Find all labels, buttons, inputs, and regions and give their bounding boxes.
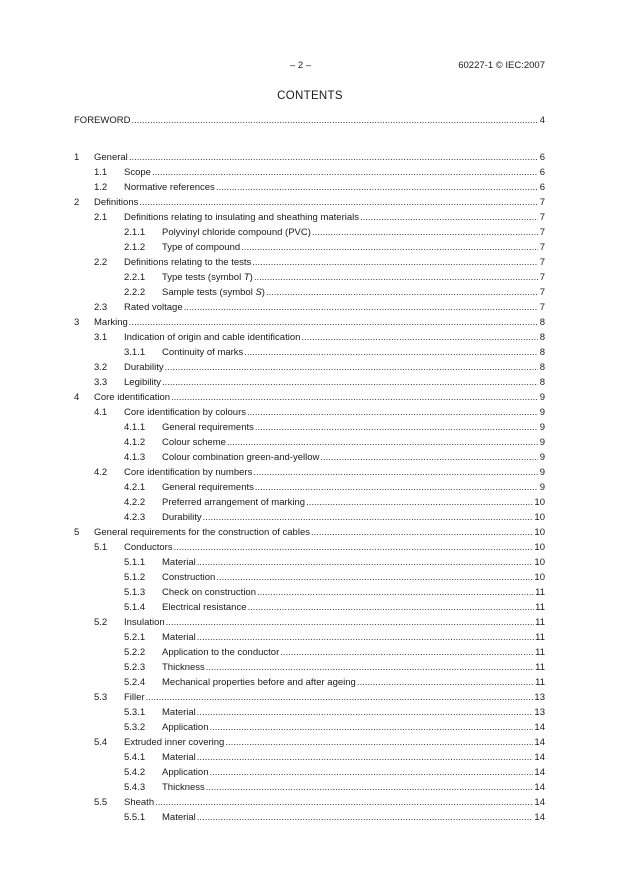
toc-entry-number: 5.3.2 [124,722,146,733]
toc-entry-title: Definitions [94,197,139,208]
toc-entry-page: 14 [534,812,545,823]
toc-entry-number: 4.1 [94,407,108,418]
toc-entry-title: Normative references [124,182,215,193]
toc-entry-line [162,346,545,360]
toc-entry-title: Application [162,722,209,733]
toc-dot-leader [257,586,534,600]
toc-entry[interactable] [0,661,620,675]
toc-entry-line [162,706,545,720]
toc-dot-leader [209,721,533,735]
toc-dot-leader [139,196,538,210]
toc-entry[interactable] [0,631,620,645]
toc-dot-leader [301,331,538,345]
toc-entry-line [124,796,545,810]
toc-entry-number: 5.4.1 [124,752,146,763]
toc-entry-line [124,406,545,420]
toc-entry-number: 3.1 [94,332,108,343]
toc-entry-page: 14 [534,752,545,763]
toc-entry[interactable] [0,151,620,165]
toc-entry-page: 10 [534,497,545,508]
toc-entry[interactable] [0,466,620,480]
toc-entry-number: 4.1.2 [124,437,146,448]
toc-dot-leader [171,391,538,405]
toc-entry-number: 5.3 [94,692,108,703]
toc-entry-number: 4.1.3 [124,452,146,463]
toc-entry-line [162,571,545,585]
toc-entry[interactable] [0,406,620,420]
toc-entry-line [124,616,545,630]
toc-entry-title: General requirements for the construction of cables [94,527,310,538]
toc-dot-leader [266,286,538,300]
toc-entry[interactable] [0,541,620,555]
toc-entry-title: Colour combination green-and-yellow [162,452,320,463]
toc-entry-number: 5.2.2 [124,647,146,658]
toc-entry-line [162,481,545,495]
toc-entry-number: 5.1 [94,542,108,553]
toc-entry-number: 5.2.4 [124,677,146,688]
toc-entry-page: 14 [534,722,545,733]
toc-entry-page: 11 [535,647,545,658]
toc-entry-page: 9 [539,392,545,403]
toc-entry[interactable] [0,481,620,495]
toc-entry-page: 13 [534,707,545,718]
toc-entry-title: Type of compound [162,242,241,253]
toc-dot-leader [174,541,534,555]
toc-entry-number: 2.2.2 [124,287,146,298]
toc-dot-leader [162,376,538,390]
toc-dot-leader [252,256,538,270]
toc-entry-title: Check on construction [162,587,256,598]
toc-entry-line [74,114,545,128]
toc-entry-page: 10 [534,512,545,523]
toc-dot-leader [312,226,538,240]
toc-entry-title: Material [162,752,196,763]
toc-entry-page: 14 [534,782,545,793]
toc-entry-page: 4 [539,115,545,126]
toc-entry-number: 2 [74,197,80,208]
toc-entry-number: 2.1.1 [124,227,146,238]
toc-entry-line [94,316,545,330]
toc-entry-number: 5.5 [94,797,108,808]
toc-entry[interactable] [0,166,620,180]
toc-entry-line [162,556,545,570]
toc-entry-page: 8 [539,332,545,343]
toc-entry-page: 7 [539,272,545,283]
toc-entry-number: 2.1.2 [124,242,146,253]
toc-entry-page: 11 [535,617,545,628]
toc-dot-leader [247,406,538,420]
toc-entry-title: Durability [124,362,164,373]
toc-dot-leader [131,114,538,128]
toc-entry-title: Thickness [162,662,205,673]
toc-entry-number: 5.1.4 [124,602,146,613]
toc-entry-number: 5 [74,527,80,538]
toc-dot-leader [166,616,534,630]
toc-entry-page: 8 [539,347,545,358]
toc-dot-leader [184,301,538,315]
toc-entry-title: FOREWORD [74,115,131,126]
toc-entry-line [162,766,545,780]
toc-entry[interactable] [0,676,620,690]
toc-entry[interactable] [0,796,620,810]
toc-dot-leader [216,181,538,195]
toc-entry-page: 8 [539,377,545,388]
toc-entry[interactable] [0,571,620,585]
toc-entry-number: 3.2 [94,362,108,373]
toc-entry-line [162,586,545,600]
toc-entry-title: General [94,152,128,163]
toc-entry-number: 3 [74,317,80,328]
toc-entry-title: Material [162,557,196,568]
toc-entry-line [162,601,545,615]
toc-dot-leader [255,481,538,495]
contents-title: CONTENTS [277,90,343,102]
toc-entry-page: 7 [539,257,545,268]
toc-entry-number: 4.2 [94,467,108,478]
toc-entry[interactable] [0,496,620,510]
toc-entry[interactable] [0,526,620,540]
toc-entry-number: 4.1.1 [124,422,146,433]
toc-entry-title: Sample tests (symbol S) [162,287,265,298]
toc-entry-title: Electrical resistance [162,602,247,613]
toc-dot-leader [129,151,538,165]
toc-entry-line [162,226,545,240]
toc-entry-title: Construction [162,572,216,583]
toc-entry-title: Core identification [94,392,171,403]
toc-entry-number: 5.1.1 [124,557,146,568]
toc-entry-number: 5.2.3 [124,662,146,673]
toc-dot-leader [206,661,534,675]
toc-dot-leader [197,631,534,645]
toc-dot-leader [197,706,534,720]
standard-identifier: 60227-1 © IEC:2007 [458,60,545,71]
toc-dot-leader [209,766,533,780]
toc-entry-number: 1.1 [94,167,108,178]
toc-entry-line [162,631,545,645]
toc-entry[interactable] [0,391,620,405]
toc-dot-leader [360,211,538,225]
toc-entry[interactable] [0,556,620,570]
toc-entry-page: 6 [539,167,545,178]
toc-entry-title: Colour scheme [162,437,226,448]
toc-dot-leader [241,241,538,255]
toc-entry[interactable] [0,226,620,240]
toc-entry[interactable] [0,646,620,660]
toc-entry-number: 5.4 [94,737,108,748]
toc-entry-line [124,166,545,180]
toc-dot-leader [216,571,533,585]
toc-entry-title: Sheath [124,797,155,808]
toc-entry-line [162,451,545,465]
toc-entry[interactable] [0,436,620,450]
toc-entry-number: 4.2.3 [124,512,146,523]
toc-entry-page: 13 [534,692,545,703]
toc-entry[interactable] [0,721,620,735]
toc-dot-leader [146,691,534,705]
toc-entry[interactable] [0,451,620,465]
toc-entry-line [162,511,545,525]
toc-entry[interactable] [0,781,620,795]
toc-entry[interactable] [0,706,620,720]
toc-entry[interactable] [0,271,620,285]
toc-dot-leader [206,781,534,795]
toc-entry-number: 5.5.1 [124,812,146,823]
toc-entry-number: 2.2.1 [124,272,146,283]
toc-dot-leader [247,601,534,615]
toc-dot-leader [197,811,534,825]
toc-entry[interactable] [0,691,620,705]
toc-entry-line [124,541,545,555]
toc-entry-page: 11 [535,632,545,643]
toc-entry-number: 2.3 [94,302,108,313]
toc-entry-line [94,391,545,405]
toc-entry[interactable] [0,616,620,630]
toc-entry-page: 10 [534,542,545,553]
toc-entry-line [124,256,545,270]
toc-entry[interactable] [0,181,620,195]
toc-entry-line [94,196,545,210]
toc-entry-page: 9 [539,452,545,463]
toc-entry-page: 11 [535,602,545,613]
toc-entry-title: Extruded inner covering [124,737,225,748]
toc-entry-number: 5.1.2 [124,572,146,583]
toc-dot-leader [155,796,533,810]
toc-entry-line [124,466,545,480]
toc-entry-page: 9 [539,467,545,478]
toc-dot-leader [197,556,534,570]
toc-entry-page: 10 [534,557,545,568]
toc-entry-line [162,811,545,825]
toc-entry-page: 7 [539,302,545,313]
toc-entry-line [124,691,545,705]
toc-entry[interactable] [0,114,620,128]
toc-entry-line [94,526,545,540]
toc-entry-title: Core identification by numbers [124,467,253,478]
toc-dot-leader [197,751,534,765]
toc-entry-title: Application to the conductor [162,647,280,658]
toc-entry-page: 7 [539,287,545,298]
toc-entry-title: Rated voltage [124,302,183,313]
toc-entry-number: 5.1.3 [124,587,146,598]
toc-entry-title: Polyvinyl chloride compound (PVC) [162,227,311,238]
toc-entry[interactable] [0,196,620,210]
toc-entry-page: 14 [534,767,545,778]
toc-entry-line [162,496,545,510]
toc-entry-page: 10 [534,572,545,583]
toc-entry[interactable] [0,361,620,375]
toc-entry[interactable] [0,736,620,750]
toc-dot-leader [280,646,534,660]
toc-entry[interactable] [0,256,620,270]
toc-entry-title: Thickness [162,782,205,793]
toc-entry-line [162,241,545,255]
toc-dot-leader [357,676,534,690]
toc-entry-page: 8 [539,317,545,328]
toc-dot-leader [254,271,538,285]
toc-entry-number: 4 [74,392,80,403]
toc-entry-line [124,331,545,345]
toc-entry-title: Scope [124,167,151,178]
toc-entry[interactable] [0,316,620,330]
toc-entry-line [124,181,545,195]
toc-entry-line [162,721,545,735]
toc-entry-number: 1.2 [94,182,108,193]
toc-dot-leader [311,526,533,540]
toc-entry-number: 4.2.1 [124,482,146,493]
toc-entry-title: Type tests (symbol T) [162,272,253,283]
page-header [0,60,620,74]
toc-entry-page: 9 [539,407,545,418]
toc-entry-title: Application [162,767,209,778]
toc-entry-title: Material [162,707,196,718]
toc-entry[interactable] [0,586,620,600]
toc-entry-line [162,676,545,690]
toc-entry-page: 14 [534,797,545,808]
toc-entry-title: Material [162,632,196,643]
toc-entry-number: 5.3.1 [124,707,146,718]
toc-entry-line [94,151,545,165]
toc-entry-number: 5.4.3 [124,782,146,793]
toc-entry-line [124,211,545,225]
toc-entry-line [162,781,545,795]
toc-entry[interactable] [0,211,620,225]
toc-entry-title: Marking [94,317,128,328]
toc-entry-page: 10 [534,527,545,538]
toc-dot-leader [255,421,538,435]
toc-dot-leader [225,736,533,750]
toc-entry-page: 7 [539,212,545,223]
toc-entry-line [162,271,545,285]
toc-entry-line [162,421,545,435]
toc-dot-leader [227,436,538,450]
page-number: – 2 – [290,60,312,71]
toc-entry-page: 9 [539,482,545,493]
toc-entry-page: 8 [539,362,545,373]
toc-entry-page: 7 [539,197,545,208]
toc-entry-title: Core identification by colours [124,407,246,418]
toc-entry-title: Continuity of marks [162,347,244,358]
toc-entry[interactable] [0,766,620,780]
toc-entry-line [124,301,545,315]
toc-entry-title: Insulation [124,617,165,628]
toc-entry-page: 6 [539,152,545,163]
toc-entry-title: General requirements [162,422,254,433]
toc-entry-number: 5.2.1 [124,632,146,643]
toc-entry[interactable] [0,331,620,345]
toc-entry-number: 3.1.1 [124,347,146,358]
toc-entry-line [162,436,545,450]
toc-dot-leader [203,511,534,525]
toc-entry[interactable] [0,346,620,360]
toc-dot-leader [253,466,538,480]
toc-entry-line [162,661,545,675]
toc-entry[interactable] [0,601,620,615]
toc-entry-title: Legibility [124,377,161,388]
toc-entry[interactable] [0,421,620,435]
toc-entry-page: 11 [535,677,545,688]
toc-entry[interactable] [0,286,620,300]
toc-entry-page: 11 [535,587,545,598]
toc-entry-line [162,646,545,660]
toc-entry[interactable] [0,376,620,390]
toc-entry-title: Definitions relating to the tests [124,257,252,268]
toc-entry-line [162,286,545,300]
toc-entry-title: Filler [124,692,145,703]
toc-entry-title: Mechanical properties before and after ageing [162,677,356,688]
toc-entry[interactable] [0,241,620,255]
toc-entry-page: 7 [539,242,545,253]
toc-dot-leader [320,451,538,465]
toc-entry-page: 7 [539,227,545,238]
toc-entry-title: Durability [162,512,202,523]
toc-entry-title: Conductors [124,542,173,553]
toc-entry-number: 1 [74,152,80,163]
toc-entry-page: 14 [534,737,545,748]
toc-dot-leader [306,496,533,510]
toc-entry-page: 6 [539,182,545,193]
toc-entry-title: Material [162,812,196,823]
toc-entry-page: 9 [539,422,545,433]
toc-entry-page: 9 [539,437,545,448]
toc-entry[interactable] [0,301,620,315]
toc-entry-page: 11 [535,662,545,673]
toc-entry-line [124,361,545,375]
toc-entry-title: Indication of origin and cable identification [124,332,301,343]
toc-entry-line [124,736,545,750]
toc-dot-leader [129,316,538,330]
toc-entry-line [124,376,545,390]
toc-entry-title: Preferred arrangement of marking [162,497,306,508]
toc-entry-number: 2.2 [94,257,108,268]
toc-entry-title: Definitions relating to insulating and sheathing materials [124,212,359,223]
toc-entry-number: 2.1 [94,212,108,223]
toc-entry-title: General requirements [162,482,254,493]
toc-entry[interactable] [0,511,620,525]
toc-entry-number: 5.2 [94,617,108,628]
toc-entry[interactable] [0,751,620,765]
toc-entry-line [162,751,545,765]
toc-dot-leader [152,166,538,180]
toc-dot-leader [165,361,538,375]
toc-entry[interactable] [0,811,620,825]
toc-entry-number: 3.3 [94,377,108,388]
toc-entry-number: 4.2.2 [124,497,146,508]
toc-dot-leader [244,346,538,360]
toc-entry-number: 5.4.2 [124,767,146,778]
